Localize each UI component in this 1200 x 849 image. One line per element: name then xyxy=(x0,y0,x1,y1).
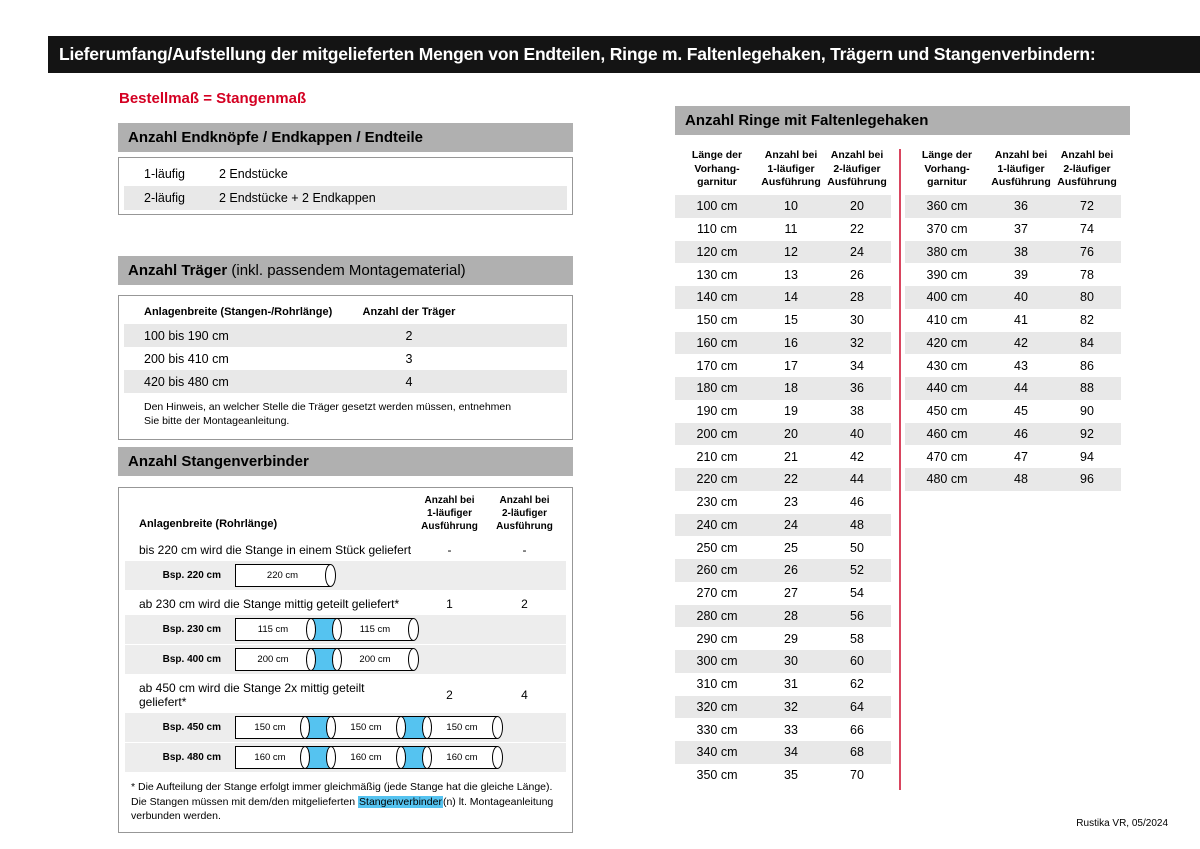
tube-end-ellipse xyxy=(422,746,432,769)
anzahl-1laufig-cell: 28 xyxy=(784,608,798,623)
section-header-endteile-label: Anzahl Endknöpfe / Endkappen / Endteile xyxy=(128,129,424,146)
anzahl-1laufig-cell: 23 xyxy=(784,495,798,510)
anzahl-1laufig-cell: 14 xyxy=(784,290,798,305)
example-label: Bsp. 450 cm xyxy=(162,722,221,733)
anzahl-2laufig-cell: 40 xyxy=(850,426,864,441)
laenge-cell: 330 cm xyxy=(696,722,738,737)
header-line: Anzahl bei xyxy=(764,149,818,161)
anlagenbreite-cell: 200 bis 410 cm xyxy=(144,351,229,366)
rod-segment-label: 150 cm xyxy=(427,716,497,739)
anzahl-2laufig-cell: 26 xyxy=(850,267,864,282)
table-row xyxy=(124,324,567,347)
anzahl-2laufig-cell: 58 xyxy=(850,631,864,646)
rod-diagram xyxy=(235,648,419,671)
anzahl-2laufig-cell: 60 xyxy=(850,654,864,669)
tube-end-ellipse xyxy=(422,716,432,739)
anzahl-1laufig-cell: 11 xyxy=(784,222,798,237)
laenge-cell: 420 cm xyxy=(926,335,968,350)
anzahl-2laufig-cell: 48 xyxy=(850,517,864,532)
anzahl-1laufig-cell: 30 xyxy=(784,654,798,669)
anzahl-2laufig-cell: 70 xyxy=(850,768,864,783)
group-description: bis 220 cm wird die Stange in einem Stück geliefert xyxy=(139,543,412,557)
ring-table-left-body xyxy=(675,195,891,787)
laenge-cell: 460 cm xyxy=(926,426,968,441)
section-header-verbinder xyxy=(118,447,573,476)
col-header-2laufig xyxy=(487,494,562,533)
laenge-cell: 250 cm xyxy=(696,540,738,555)
laenge-cell: 180 cm xyxy=(696,381,738,396)
tube-end-ellipse xyxy=(306,618,316,641)
section-header-ringe xyxy=(675,106,1130,135)
table-row xyxy=(124,186,567,210)
laenge-cell: 300 cm xyxy=(696,654,738,669)
table-row xyxy=(675,377,891,400)
anzahl-1laufig-cell: 15 xyxy=(784,313,798,328)
rod-segment-label: 200 cm xyxy=(337,648,413,671)
section-header-traeger-bold: Anzahl Träger xyxy=(128,262,228,279)
anzahl-2laufig-cell: 32 xyxy=(850,335,864,350)
anzahl-1laufig-cell: 13 xyxy=(784,267,798,282)
anzahl-2laufig-cell: 56 xyxy=(850,608,864,623)
col-header-traeger-count: Anzahl der Träger xyxy=(362,306,456,318)
laenge-cell: 100 cm xyxy=(696,199,738,214)
col-header-rohrlaenge: Anlagenbreite (Rohrlänge) xyxy=(139,518,278,530)
tube-end-ellipse xyxy=(332,618,342,641)
rod-diagram xyxy=(235,618,419,641)
verbinder-header-row xyxy=(119,492,572,537)
anzahl-1laufig-cell: 38 xyxy=(1014,244,1028,259)
table-row xyxy=(905,286,1121,309)
section-header-verbinder-label: Anzahl Stangenverbinder xyxy=(128,453,309,470)
anzahl-1laufig-cell: 18 xyxy=(784,381,798,396)
example-label: Bsp. 400 cm xyxy=(162,654,221,665)
endteile-value-cell: 2 Endstücke xyxy=(219,167,288,181)
header-line: 2-läufiger xyxy=(1063,162,1111,175)
anzahl-1laufig-cell: 32 xyxy=(784,699,798,714)
traeger-count-cell: 2 xyxy=(405,328,413,343)
table-row xyxy=(905,309,1121,332)
count-1laufig-cell: 2 xyxy=(446,688,453,702)
section-header-ringe-label: Anzahl Ringe mit Faltenlegehaken xyxy=(685,112,929,129)
table-row xyxy=(905,400,1121,423)
laenge-cell: 310 cm xyxy=(696,677,738,692)
rod-diagram xyxy=(235,564,336,587)
col-header-2laufig xyxy=(1053,149,1121,190)
rod-segment-label: 220 cm xyxy=(235,564,330,587)
lauf-type-cell: 2-läufig xyxy=(144,191,185,205)
footnote-text: (n) lt. Montageanleitung verbunden werden. xyxy=(131,795,554,823)
table-row xyxy=(675,309,891,332)
anzahl-1laufig-cell: 44 xyxy=(1014,381,1028,396)
anzahl-2laufig-cell: 20 xyxy=(850,199,864,214)
table-row xyxy=(675,263,891,286)
count-2laufig-cell: 2 xyxy=(521,597,528,611)
lauf-type-cell: 1-läufig xyxy=(144,167,185,181)
anzahl-2laufig-cell: 84 xyxy=(1080,335,1094,350)
anzahl-1laufig-cell: 16 xyxy=(784,335,798,350)
anlagenbreite-cell: 420 bis 480 cm xyxy=(144,374,229,389)
anzahl-2laufig-cell: 88 xyxy=(1080,381,1094,396)
anzahl-2laufig-cell: 36 xyxy=(850,381,864,396)
anzahl-2laufig-cell: 34 xyxy=(850,358,864,373)
rod-segment-label: 160 cm xyxy=(331,746,401,769)
anzahl-2laufig-cell: 72 xyxy=(1080,199,1094,214)
laenge-cell: 160 cm xyxy=(696,335,738,350)
anzahl-2laufig-cell: 76 xyxy=(1080,244,1094,259)
laenge-cell: 320 cm xyxy=(696,699,738,714)
anzahl-2laufig-cell: 38 xyxy=(850,404,864,419)
anzahl-1laufig-cell: 22 xyxy=(784,472,798,487)
tube-end-ellipse xyxy=(300,716,310,739)
table-row xyxy=(124,347,567,370)
header-line: Vorhang- xyxy=(694,162,740,175)
table-row xyxy=(124,162,567,186)
anzahl-2laufig-cell: 50 xyxy=(850,540,864,555)
group-heading-row xyxy=(119,675,572,712)
header-line: Ausführung xyxy=(991,176,1051,189)
table-row xyxy=(675,741,891,764)
traeger-table xyxy=(118,295,573,440)
laenge-cell: 410 cm xyxy=(926,313,968,328)
header-line: garnitur xyxy=(697,176,737,189)
table-row xyxy=(905,263,1121,286)
table-row xyxy=(675,332,891,355)
rod-example-row xyxy=(125,645,566,674)
tube-end-ellipse xyxy=(396,746,406,769)
laenge-cell: 240 cm xyxy=(696,517,738,532)
anzahl-1laufig-cell: 41 xyxy=(1014,313,1028,328)
laenge-cell: 340 cm xyxy=(696,745,738,760)
ring-table-right-header xyxy=(905,149,1121,190)
anzahl-1laufig-cell: 21 xyxy=(784,449,798,464)
header-line: Anzahl bei xyxy=(994,149,1048,161)
anzahl-1laufig-cell: 43 xyxy=(1014,358,1028,373)
anzahl-1laufig-cell: 19 xyxy=(784,404,798,419)
header-line: Anzahl bei xyxy=(1060,149,1114,161)
header-line: Länge der xyxy=(691,149,743,161)
anzahl-2laufig-cell: 24 xyxy=(850,244,864,259)
anlagenbreite-cell: 100 bis 190 cm xyxy=(144,328,229,343)
example-label: Bsp. 230 cm xyxy=(162,624,221,635)
section-header-traeger xyxy=(118,256,573,285)
table-row xyxy=(905,377,1121,400)
table-divider-line xyxy=(899,149,901,790)
laenge-cell: 110 cm xyxy=(696,222,738,237)
laenge-cell: 210 cm xyxy=(696,449,738,464)
anzahl-2laufig-cell: 64 xyxy=(850,699,864,714)
laenge-cell: 450 cm xyxy=(926,404,968,419)
footnote-text: * Die Aufteilung der Stange erfolgt immer gleichmäßig (jede Stange hat die gleiche Länge). Die Stangen müssen mit dem/den mitgelieferten xyxy=(131,781,553,808)
anzahl-1laufig-cell: 47 xyxy=(1014,449,1028,464)
table-row xyxy=(905,468,1121,491)
rod-end-cap xyxy=(408,648,419,671)
table-row xyxy=(675,536,891,559)
anzahl-2laufig-cell: 74 xyxy=(1080,222,1094,237)
count-1laufig-cell: 1 xyxy=(446,597,453,611)
tube-end-ellipse xyxy=(306,648,316,671)
anzahl-1laufig-cell: 45 xyxy=(1014,404,1028,419)
group-heading-row xyxy=(119,591,572,614)
anzahl-1laufig-cell: 17 xyxy=(784,358,798,373)
page-title: Lieferumfang/Aufstellung der mitgelieferten Mengen von Endteilen, Ringe m. Faltenlegehaken, Trägern und Stangenverbindern: xyxy=(59,44,1096,64)
tube-end-ellipse xyxy=(332,648,342,671)
anzahl-2laufig-cell: 30 xyxy=(850,313,864,328)
group-description: ab 450 cm wird die Stange 2x mittig geteilt geliefert* xyxy=(139,681,365,709)
anzahl-1laufig-cell: 37 xyxy=(1014,222,1028,237)
rod-diagram xyxy=(235,716,503,739)
laenge-cell: 440 cm xyxy=(926,381,968,396)
table-row xyxy=(905,195,1121,218)
anzahl-2laufig-cell: 92 xyxy=(1080,426,1094,441)
group-description: ab 230 cm wird die Stange mittig geteilt geliefert* xyxy=(139,597,400,611)
table-row xyxy=(675,582,891,605)
laenge-cell: 200 cm xyxy=(696,426,738,441)
rod-segment-label: 115 cm xyxy=(235,618,311,641)
laenge-cell: 230 cm xyxy=(696,495,738,510)
table-row xyxy=(675,605,891,628)
verbinder-table xyxy=(118,487,573,833)
header-line: Anzahl bei xyxy=(424,495,475,506)
traeger-count-cell: 3 xyxy=(405,351,413,366)
anzahl-2laufig-cell: 66 xyxy=(850,722,864,737)
endteile-table xyxy=(118,157,573,215)
section-header-endteile xyxy=(118,123,573,152)
anzahl-1laufig-cell: 42 xyxy=(1014,335,1028,350)
laenge-cell: 280 cm xyxy=(696,608,738,623)
laenge-cell: 400 cm xyxy=(926,290,968,305)
laenge-cell: 360 cm xyxy=(926,199,968,214)
table-row xyxy=(675,718,891,741)
traeger-note: Den Hinweis, an welcher Stelle die Träger gesetzt werden müssen, entnehmen Sie bitte der Montageanleitung. xyxy=(144,401,512,427)
rod-segment-label: 150 cm xyxy=(331,716,401,739)
header-line: Anzahl bei xyxy=(830,149,884,161)
anzahl-1laufig-cell: 27 xyxy=(784,586,798,601)
laenge-cell: 290 cm xyxy=(696,631,738,646)
anzahl-1laufig-cell: 40 xyxy=(1014,290,1028,305)
table-row xyxy=(675,559,891,582)
header-line: 1-läufiger xyxy=(426,508,472,519)
verbinder-footnote xyxy=(131,780,560,824)
tube-end-ellipse xyxy=(326,746,336,769)
laenge-cell: 140 cm xyxy=(696,290,738,305)
anzahl-2laufig-cell: 22 xyxy=(850,222,864,237)
table-row xyxy=(675,195,891,218)
table-row xyxy=(675,286,891,309)
laenge-cell: 470 cm xyxy=(926,449,968,464)
header-line: Ausführung xyxy=(421,521,478,532)
anzahl-2laufig-cell: 62 xyxy=(850,677,864,692)
rod-example-row xyxy=(125,713,566,742)
traeger-rows xyxy=(124,324,567,393)
header-line: Ausführung xyxy=(827,176,887,189)
laenge-cell: 130 cm xyxy=(696,267,738,282)
anzahl-1laufig-cell: 48 xyxy=(1014,472,1028,487)
endteile-value-cell: 2 Endstücke + 2 Endkappen xyxy=(219,191,376,205)
laenge-cell: 430 cm xyxy=(926,358,968,373)
anzahl-1laufig-cell: 34 xyxy=(784,745,798,760)
header-line: Ausführung xyxy=(1057,176,1117,189)
laenge-cell: 150 cm xyxy=(696,313,738,328)
anzahl-2laufig-cell: 96 xyxy=(1080,472,1094,487)
col-header-laenge xyxy=(675,149,759,190)
header-line: 2-läufiger xyxy=(833,162,881,175)
laenge-cell: 350 cm xyxy=(696,768,738,783)
anzahl-1laufig-cell: 46 xyxy=(1014,426,1028,441)
section-header-traeger-rest: (inkl. passendem Montagematerial) xyxy=(227,262,466,279)
table-row xyxy=(675,491,891,514)
header-line: Anzahl bei xyxy=(499,495,550,506)
anzahl-1laufig-cell: 12 xyxy=(784,244,798,259)
example-label: Bsp. 480 cm xyxy=(162,752,221,763)
laenge-cell: 120 cm xyxy=(696,244,738,259)
table-row xyxy=(905,354,1121,377)
anzahl-1laufig-cell: 25 xyxy=(784,540,798,555)
order-measure-note: Bestellmaß = Stangenmaß xyxy=(119,90,307,107)
header-line: Ausführung xyxy=(761,176,821,189)
col-header-2laufig xyxy=(823,149,891,190)
header-line: garnitur xyxy=(927,176,967,189)
table-row xyxy=(675,354,891,377)
anzahl-2laufig-cell: 54 xyxy=(850,586,864,601)
anzahl-2laufig-cell: 52 xyxy=(850,563,864,578)
col-header-anlagenbreite: Anlagenbreite (Stangen-/Rohrlänge) xyxy=(144,306,333,318)
anzahl-2laufig-cell: 86 xyxy=(1080,358,1094,373)
rod-segment-label: 150 cm xyxy=(235,716,305,739)
version-note: Rustika VR, 05/2024 xyxy=(1076,818,1168,829)
rod-segment-label: 115 cm xyxy=(337,618,413,641)
anzahl-2laufig-cell: 46 xyxy=(850,495,864,510)
example-label: Bsp. 220 cm xyxy=(162,570,221,581)
rod-example-row xyxy=(125,615,566,644)
rod-end-cap xyxy=(325,564,336,587)
col-header-laenge xyxy=(905,149,989,190)
table-row xyxy=(675,696,891,719)
table-row xyxy=(675,218,891,241)
table-row xyxy=(675,514,891,537)
tube-end-ellipse xyxy=(396,716,406,739)
laenge-cell: 220 cm xyxy=(696,472,738,487)
table-row xyxy=(675,764,891,787)
anzahl-1laufig-cell: 35 xyxy=(784,768,798,783)
count-2laufig-cell: - xyxy=(522,543,527,557)
rod-segment-label: 160 cm xyxy=(235,746,305,769)
col-header-1laufig xyxy=(989,149,1053,190)
anzahl-1laufig-cell: 24 xyxy=(784,517,798,532)
anzahl-2laufig-cell: 94 xyxy=(1080,449,1094,464)
rod-end-cap xyxy=(408,618,419,641)
anzahl-1laufig-cell: 29 xyxy=(784,631,798,646)
anzahl-2laufig-cell: 82 xyxy=(1080,313,1094,328)
col-header-1laufig xyxy=(759,149,823,190)
anzahl-2laufig-cell: 42 xyxy=(850,449,864,464)
header-line: Vorhang- xyxy=(924,162,970,175)
laenge-cell: 170 cm xyxy=(696,358,738,373)
table-row xyxy=(675,241,891,264)
anzahl-2laufig-cell: 90 xyxy=(1080,404,1094,419)
col-header-1laufig xyxy=(412,494,487,533)
laenge-cell: 270 cm xyxy=(696,586,738,601)
header-line: Länge der xyxy=(921,149,973,161)
ring-table-right-body xyxy=(905,195,1121,491)
anzahl-1laufig-cell: 20 xyxy=(784,426,798,441)
header-line: 1-läufiger xyxy=(997,162,1045,175)
anzahl-1laufig-cell: 36 xyxy=(1014,199,1028,214)
rod-example-row xyxy=(125,561,566,590)
rod-segment-label: 160 cm xyxy=(427,746,497,769)
rod-segment-label: 200 cm xyxy=(235,648,311,671)
laenge-cell: 370 cm xyxy=(926,222,968,237)
anzahl-2laufig-cell: 44 xyxy=(850,472,864,487)
table-row xyxy=(675,673,891,696)
page-title-bar xyxy=(48,36,1200,73)
table-row xyxy=(905,423,1121,446)
laenge-cell: 390 cm xyxy=(926,267,968,282)
header-line: Ausführung xyxy=(496,521,553,532)
laenge-cell: 190 cm xyxy=(696,404,738,419)
table-row xyxy=(905,241,1121,264)
table-row xyxy=(675,423,891,446)
table-row xyxy=(905,445,1121,468)
rod-diagram xyxy=(235,746,503,769)
header-line: 2-läufiger xyxy=(501,508,547,519)
traeger-header-row xyxy=(124,300,567,324)
table-row xyxy=(675,468,891,491)
anzahl-2laufig-cell: 80 xyxy=(1080,290,1094,305)
rod-end-cap xyxy=(492,746,503,769)
count-1laufig-cell: - xyxy=(447,543,452,557)
anzahl-2laufig-cell: 28 xyxy=(850,290,864,305)
table-row xyxy=(675,445,891,468)
table-row xyxy=(675,400,891,423)
table-row xyxy=(905,218,1121,241)
count-2laufig-cell: 4 xyxy=(521,688,528,702)
anzahl-1laufig-cell: 39 xyxy=(1014,267,1028,282)
verbinder-groups xyxy=(119,537,572,772)
group-heading-row xyxy=(119,537,572,560)
anzahl-1laufig-cell: 31 xyxy=(784,677,798,692)
traeger-count-cell: 4 xyxy=(405,374,413,389)
ring-table-left-header xyxy=(675,149,891,190)
rod-example-row xyxy=(125,743,566,772)
tube-end-ellipse xyxy=(326,716,336,739)
laenge-cell: 480 cm xyxy=(926,472,968,487)
table-row xyxy=(124,370,567,393)
header-line: 1-läufiger xyxy=(767,162,815,175)
anzahl-1laufig-cell: 33 xyxy=(784,722,798,737)
table-row xyxy=(675,650,891,673)
anzahl-2laufig-cell: 68 xyxy=(850,745,864,760)
laenge-cell: 260 cm xyxy=(696,563,738,578)
rod-end-cap xyxy=(492,716,503,739)
tube-end-ellipse xyxy=(300,746,310,769)
table-row xyxy=(675,627,891,650)
anzahl-2laufig-cell: 78 xyxy=(1080,267,1094,282)
table-row xyxy=(905,332,1121,355)
anzahl-1laufig-cell: 26 xyxy=(784,563,798,578)
anzahl-1laufig-cell: 10 xyxy=(784,199,798,214)
laenge-cell: 380 cm xyxy=(926,244,968,259)
footnote-highlight: Stangenverbinder xyxy=(359,795,442,808)
